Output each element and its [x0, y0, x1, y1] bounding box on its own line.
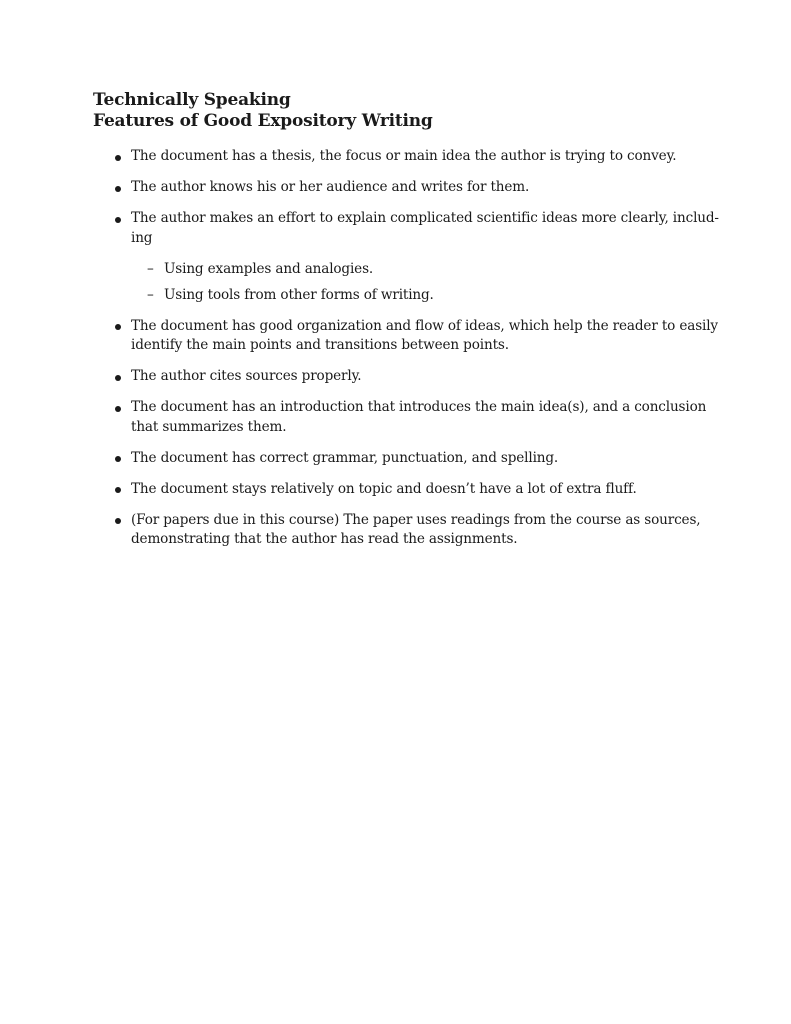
item-text: (For papers due in this course) The paper uses readings from the course as sources, [131, 511, 701, 528]
bullet-icon [115, 186, 121, 192]
bullet-icon [115, 324, 121, 330]
bullet-icon [115, 155, 121, 161]
feature-list [93, 147, 719, 550]
item-text: demonstrating that the author has read the assignments. [131, 531, 518, 547]
sub-list [131, 260, 703, 305]
list-item [93, 398, 707, 437]
item-text: The document has a thesis, the focus or main idea the author is trying to convey. [131, 148, 677, 164]
sub-list-item [131, 286, 703, 306]
item-text: that summarizes them. [131, 418, 287, 435]
bullet-icon [115, 456, 121, 462]
title-line-1: Technically Speaking [93, 90, 291, 110]
item-text: The author makes an effort to explain complicated scientific ideas more clearly, includ- [131, 210, 719, 226]
dash-marker: – [147, 286, 154, 303]
sub-item-text: Using examples and analogies. [164, 261, 374, 277]
item-text: The document has correct grammar, punctuation, and spelling. [131, 449, 559, 466]
list-item [93, 511, 703, 550]
sub-item-text: Using tools from other forms of writing. [164, 286, 434, 303]
item-text: The document stays relatively on topic and doesn’t have a lot of extra fluff. [131, 480, 637, 497]
list-item [93, 449, 703, 469]
item-text: The document has good organization and flow of ideas, which help the reader to easily [131, 317, 718, 334]
document-page [93, 90, 719, 561]
item-text: The author cites sources properly. [131, 368, 362, 384]
list-item [93, 317, 718, 356]
bullet-icon [115, 217, 121, 223]
bullet-icon [115, 406, 121, 412]
title-line-2: Features of Good Expository Writing [93, 111, 433, 131]
list-item [93, 178, 703, 198]
document-title [93, 90, 703, 132]
item-text: The document has an introduction that introduces the main idea(s), and a conclusion [131, 399, 707, 415]
list-item [93, 367, 703, 387]
item-text: The author knows his or her audience and writes for them. [131, 179, 530, 195]
sub-list-item [131, 260, 703, 280]
list-item [93, 209, 719, 305]
dash-marker: – [147, 261, 154, 277]
list-item [93, 480, 703, 500]
bullet-icon [115, 375, 121, 381]
item-text: ing [131, 229, 153, 246]
item-text: identify the main points and transitions between points. [131, 337, 509, 353]
bullet-icon [115, 518, 121, 524]
list-item [93, 147, 703, 167]
bullet-icon [115, 487, 121, 493]
